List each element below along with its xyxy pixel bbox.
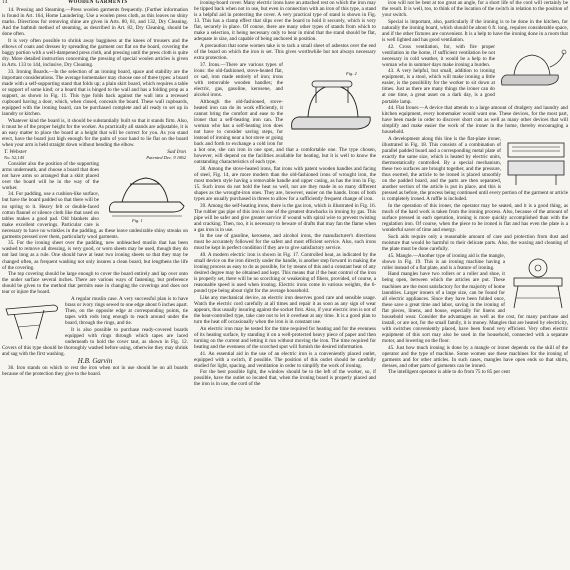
paragraph: A regular muslin case. A very successful plan is to have brass or ivory rings sewed to one edge about 6 inches apart. Then, on the opposite edge at corresponding points, tie tapes with rods long enough to reach around under the board, through the rings, and tie.	[65, 296, 188, 327]
paragraph: 41. An essential aid in the use of an electric iron is a conveniently placed outlet, equipped with a switch, if possible. The position of this outlet should be carefully studied for light, spacing, and ventilation in order to simplify the work of ironing.	[194, 350, 376, 369]
patent-inventor-name: T. Webster	[4, 148, 27, 155]
paragraph: In the operation of this ironer, the operator may be seated, and it is a good thing, as much of the hard work is taken from the ironing process. Also, because of the amount of surface pressed in each operation, ironing is more quickly accomplished than with the regulation iron. Of course, when the piece to be ironed is flat and has even the plate is a wonderful saver of time and energy.	[382, 203, 568, 234]
paragraph: 40. A modern electric iron is shown in Fig. 17. Controlled heat, as indicated by the small device on the iron directly under the handle, is another step forward in making the ironing process as easy to do as possible, for by means of this and a constant heat of any desired degree may be obtained and kept. This means that if the heat control of the iron is properly set, there will be no scorching or weakening of fibers, provided, of course, a reasonable speed is used when ironing. Electric irons come in various weights, the 6-pound type being about right for the average household.	[194, 252, 376, 295]
paragraph: 36. Iron stands on which to rest the iron when not in use should be on all boards because of the protection they give to the board.	[2, 365, 188, 378]
paragraph: In the use of gasoline, kerosene, and alcohol irons, the manufacturer's directions must be accurately followed for the safest and most efficient service. Also, such irons must be kept in perfect condition if they are to give satisfactory service.	[194, 233, 376, 252]
paragraph: 45. Just how much ironing is done by a mangle or ironer depends on the skill of the operator and the type of machine. Some women use these machines for the ironing of garments and for other articles. In such cases, mangles have open ends so that shirts, dresses, and other parts of garments can be ironed.	[382, 344, 568, 369]
paragraph: 14. Pressing and Steaming.—Press woolen garments frequently. (Further information is found in Art. 164, Home Laundering. Use a woolen press cloth, as this leaves no shiny marks. Directions for removing shine are given in Arts. 80, 81, and 132, Dry Cleaning. And the bathtub method of steaming, as described in Art. 82, Dry Cleaning, should be done often.	[2, 7, 188, 38]
mangle-illustration	[508, 254, 568, 310]
paragraph: It is very often possible to shrink away bagginess at the knees of trousers and the elbows of coats and dresses by spreading the garment out flat on the board, covering the baggy portion with a well-dampened press cloth, and pressing until the press cloth is quite dry. More detailed instruction concerning the pressing of special woolen articles is given in Arts. 133 to 144, inclusive, Dry Cleaning.	[2, 37, 188, 69]
running-header	[2, 0, 188, 6]
paragraph: 34. For padding, use a cushion-like surface, but have the board padded so that there will be no spring to it. Heavy felt or double-faced cotton flannel or silence cloth like that used on tables makes a good pad. Old blankets also make excellent coverings. Particular care is necessary to have no wrinkles in the padding, as these leave undesirable shiny streaks on garments pressed over them, particularly wool garments.	[2, 191, 188, 240]
patent-date: Patented Dec. 9 1862	[146, 154, 186, 160]
svg-text:Fig. 1: Fig. 1	[132, 217, 143, 223]
paragraph: Such aids require only a reasonable amount of care and protection from dust and moisture that would be harmful to their delicate parts. Also, the waxing and cleaning of the plate must be done carefully.	[382, 233, 568, 253]
svg-text:Fig. 2: Fig. 2	[346, 70, 357, 76]
paragraph: 38. Among the stove-heated irons, flat irons with patent wooden handles and facing of steel, Fig. 14, are more modern than the old-fashioned irons of wrought iron, the most modern style having a removable handle and upper casing, as has the iron in Fig. 15. Such irons do not hold the heat so well, nor are they made in so many different shapes as the wrought-iron ones. They are, however, easier on the hands. Irons of both types are usually purchased in threes to allow for a sufficiently frequent change of iron.	[194, 165, 376, 202]
paragraph: ironing-board cover. Many electric irons have an attached rest on which the iron may be tipped back when not in use, but even in connection with an iron of this type, a stand is a helpful aid in protecting the cover. A very practical type of stand is shown in Fig. 13. This has a clamp effect that slips over the board to hold it securely, which is very flat, securely in place. Of course, there are many other types of stands from which to make a selection, it being necessary only to bear in mind that the stand should be flat, adequate in size, and capable of being anchored in position.	[194, 0, 376, 43]
paragraph: Hand mangles have two rollers or a roller and shoe, it being open, between which the articles are put. These machines are the most satisfactory for the majority of home laundries. Larger ironers of a large size, can be found for all electric appliances. Since they have been folded once, these save a great time and labor, saving in the ironing of flat pieces, linens, and house, especially for linens and household wear. Consider the advantages as well as the cost, for many purchase and install, or are not, for the small family, it is money. Mangles that are heated by electricity, with switches conveniently placed, have been found very efficient. Very often electric equipment of this sort may also be used in the household, connected with a separate motor, and lowering on the floor.	[382, 271, 568, 344]
paragraph: Special is important, also, particularly if the ironing is to be done in the kitchen, for naturally the ironing board, which should be about 6 ft. long, requires considerable space, and if the other fixtures are convenient. It is a help to have the ironing done in a room that is well lighted and has good ventilation.	[382, 18, 568, 43]
paragraph: Although the old-fashioned, stove-heated iron can do its work efficiently, it cannot bring the comfort and ease to the ironer that a self-heating iron can. The woman who has a self-heating iron does not have to consider saving steps, for instead of ironing near a hot stove or going back and forth to exchange a cold iron for a hot one, she can iron in one spot, and that a comfortable one. The type chosen, however, will depend on the facilities available for heating, but it is well to know the outstanding characteristics of each type.	[194, 98, 376, 165]
paragraph: 45. Mangle.—Another type of ironing aid is the mangle, shown in Fig. 19. This is an ironing machine having a roller instead of a flat plate, and is a feature of ironing.	[382, 252, 505, 271]
patent-number: No. 52,145	[4, 154, 25, 160]
paragraph: 42. Cross ventilation, for, with fire proper ventilation in the home, if sufficient ventilation be not necessary in cold weather, it would be a help to the woman who in summer days make ironing a burden.	[382, 43, 495, 68]
paragraph: A precaution that some women take is to tack a small sheet of asbestos over the end of the board on which the iron is set. This gives worthwhile but not always necessary extra protection.	[194, 42, 376, 62]
paragraph: For the best possible light, the window should be to the left of the worker, so, if possible, have the outlet so located that, when the ironing board is properly placed and the iron is in use, the cord of the	[194, 369, 376, 388]
column-left	[2, 0, 188, 570]
paragraph: 44. Flat Ironer.—A device that attends to a large amount of drudgery and laundry and kitchen equipment, every homemaker would want one. These devices, for the most part, have been made in order to discover short cuts as well as many other devices that will simplify and make easier the work of the ironer in the home, thereby encouraging a household.	[382, 105, 568, 136]
paragraph: iron will not be bent at too great an angle, for a short life of the cord will certainly be the result. It is well, too, to think of the location of the switch in relation to the position of your switch.	[382, 0, 568, 19]
running-title: WOODEN GARMENTS	[68, 0, 128, 5]
signature: H.B. Garvin	[77, 357, 113, 366]
paragraph: 33. Ironing Boards.—In the selection of an ironing board, space and stability are the important considerations. The average homemaker may choose one of three types: a board made with a self-supporting stand that folds up; a plain skirt board, which requires a table or support of some kind; or a board that is hinged to the wall and has a folding prop as a support, as shown in Fig. 11. This type folds back against the wall into a recessed cupboard having a door, which, when closed, conceals the board. These wall cupboards, equipped with the ironing board, can be purchased complete and all ready to set up in laundry or kitchen.	[2, 68, 188, 118]
page-number: 14	[2, 0, 8, 5]
paragraph: A development along this line is the flat-plate ironer, illustrated in Fig. 18. This consists of a combination of parallel padded board and a corresponding metal plate of exactly the same size, which is heated by electric units, thermostatically controlled. By a special mechanism, these two surfaces are brought together, and the pressure, thus exerted, the article to be ironed is placed smoothly on the padded board, and the parts are then separated, another section of the article is put in place, and this is pressed as before, the process being continued until every portion of the garment or article is completely ironed. A ruffle is included.	[382, 136, 568, 203]
heater-iron-illustration	[498, 45, 568, 97]
paragraph: The top covering should be large enough to cover the board entirely and lap over onto the under surface several inches. There are various ways of fastening, but preference should be given to the method that permits ease in changing the coverings and does not tear or injure the board.	[2, 271, 188, 296]
paragraph: 35. For the ironing sheet over the padding, new unbleached muslin that has been washed to remove all dressing, is very good, or worn sheets may be used, though they do not last long as a rule. One should have at least two ironing sheets so that they may be changed often, as frequent washing not only insures a clean board, but lengthens the life of the covering.	[2, 240, 188, 271]
paragraph: Like any mechanical device, an electric iron deserves good care and sensible usage. Watch the electric cord carefully at all times and repair it as soon as any sign of wear appears, thus usually insuring against the socket first. Also, if your electric iron is not of the heat-controlled type, take care not to let it overheat at any time. It is a good plan to turn the heat off occasionally when the iron is in constant use.	[194, 295, 376, 326]
flat-plate-ironer-illustration	[504, 137, 568, 187]
paragraph: 39. Among the self-heating irons, there is the gas iron, which is illustrated in Fig. 16. The rubber gas pipe of this iron is one of the greatest drawbacks in ironing by gas. This pipe will be safer and give greater service if wound with spiral wire to prevent twisting and cracking. Then, too, it is necessary to beware of drafts that may fan the flame when a gas iron is in use.	[194, 202, 376, 233]
flat-iron-illustration	[286, 63, 376, 141]
sad-iron-illustration	[102, 162, 188, 224]
paragraph: 43. A very helpful, but small, addition to ironing equipment, is a stool, which will make ironing a little easier, is the possibility for the worker to sit down at times. Just as there are many things the ironer can do at one time, a great asset on a dark day, is a good portable lamp.	[382, 68, 495, 105]
paragraph: It is also possible to purchase ready-covered boards equipped with rings through which tapes are laced underneath to hold the cover taut, as shown in Fig. 12. Covers of this type should be thoroughly washed before using, otherwise they may shrink and sag with the first washing.	[2, 326, 188, 358]
paragraph: Consider also the position of the supporting arms underneath, and choose a board that does not have arms so arranged that a skirt placed over the board will be in the way of the worker.	[2, 160, 99, 191]
column-middle	[194, 0, 376, 570]
paragraph: An electric iron may be tested for the time required for heating and for the evenness of its heating surface, by standing it on a well-protected heavy piece of paper and then turning on the current and letting it run without moving the iron. The time required for heating and the evenness of the scorched spot will furnish the desired information.	[194, 325, 376, 350]
patent-title: Sad Iron	[167, 148, 186, 155]
column-right	[382, 0, 568, 570]
paragraph: The intelligent operator is able to do from 75 to 85 per cent	[388, 369, 510, 376]
ironing-board-illustration	[2, 297, 62, 343]
paragraph: Whatever kind the board is, it should be substantially built so that it stands firm. Also, it must be of the proper height for the worker. As practically all stands are adjustable, it is an easy matter to place the board at a height that will be correct for you. As you stand erect, have the board just high enough for the palm of your hand to lie flat on the board when your arm is held straight down without bending the elbow.	[2, 117, 188, 148]
paragraph: 37. Irons.—There are various types of irons: the old-fashioned, stove-heated flat, or sad, iron made entirely of iron; irons with removable wooden handles; the electric, gas, gasoline, kerosene, and alcohol irons.	[194, 61, 283, 98]
